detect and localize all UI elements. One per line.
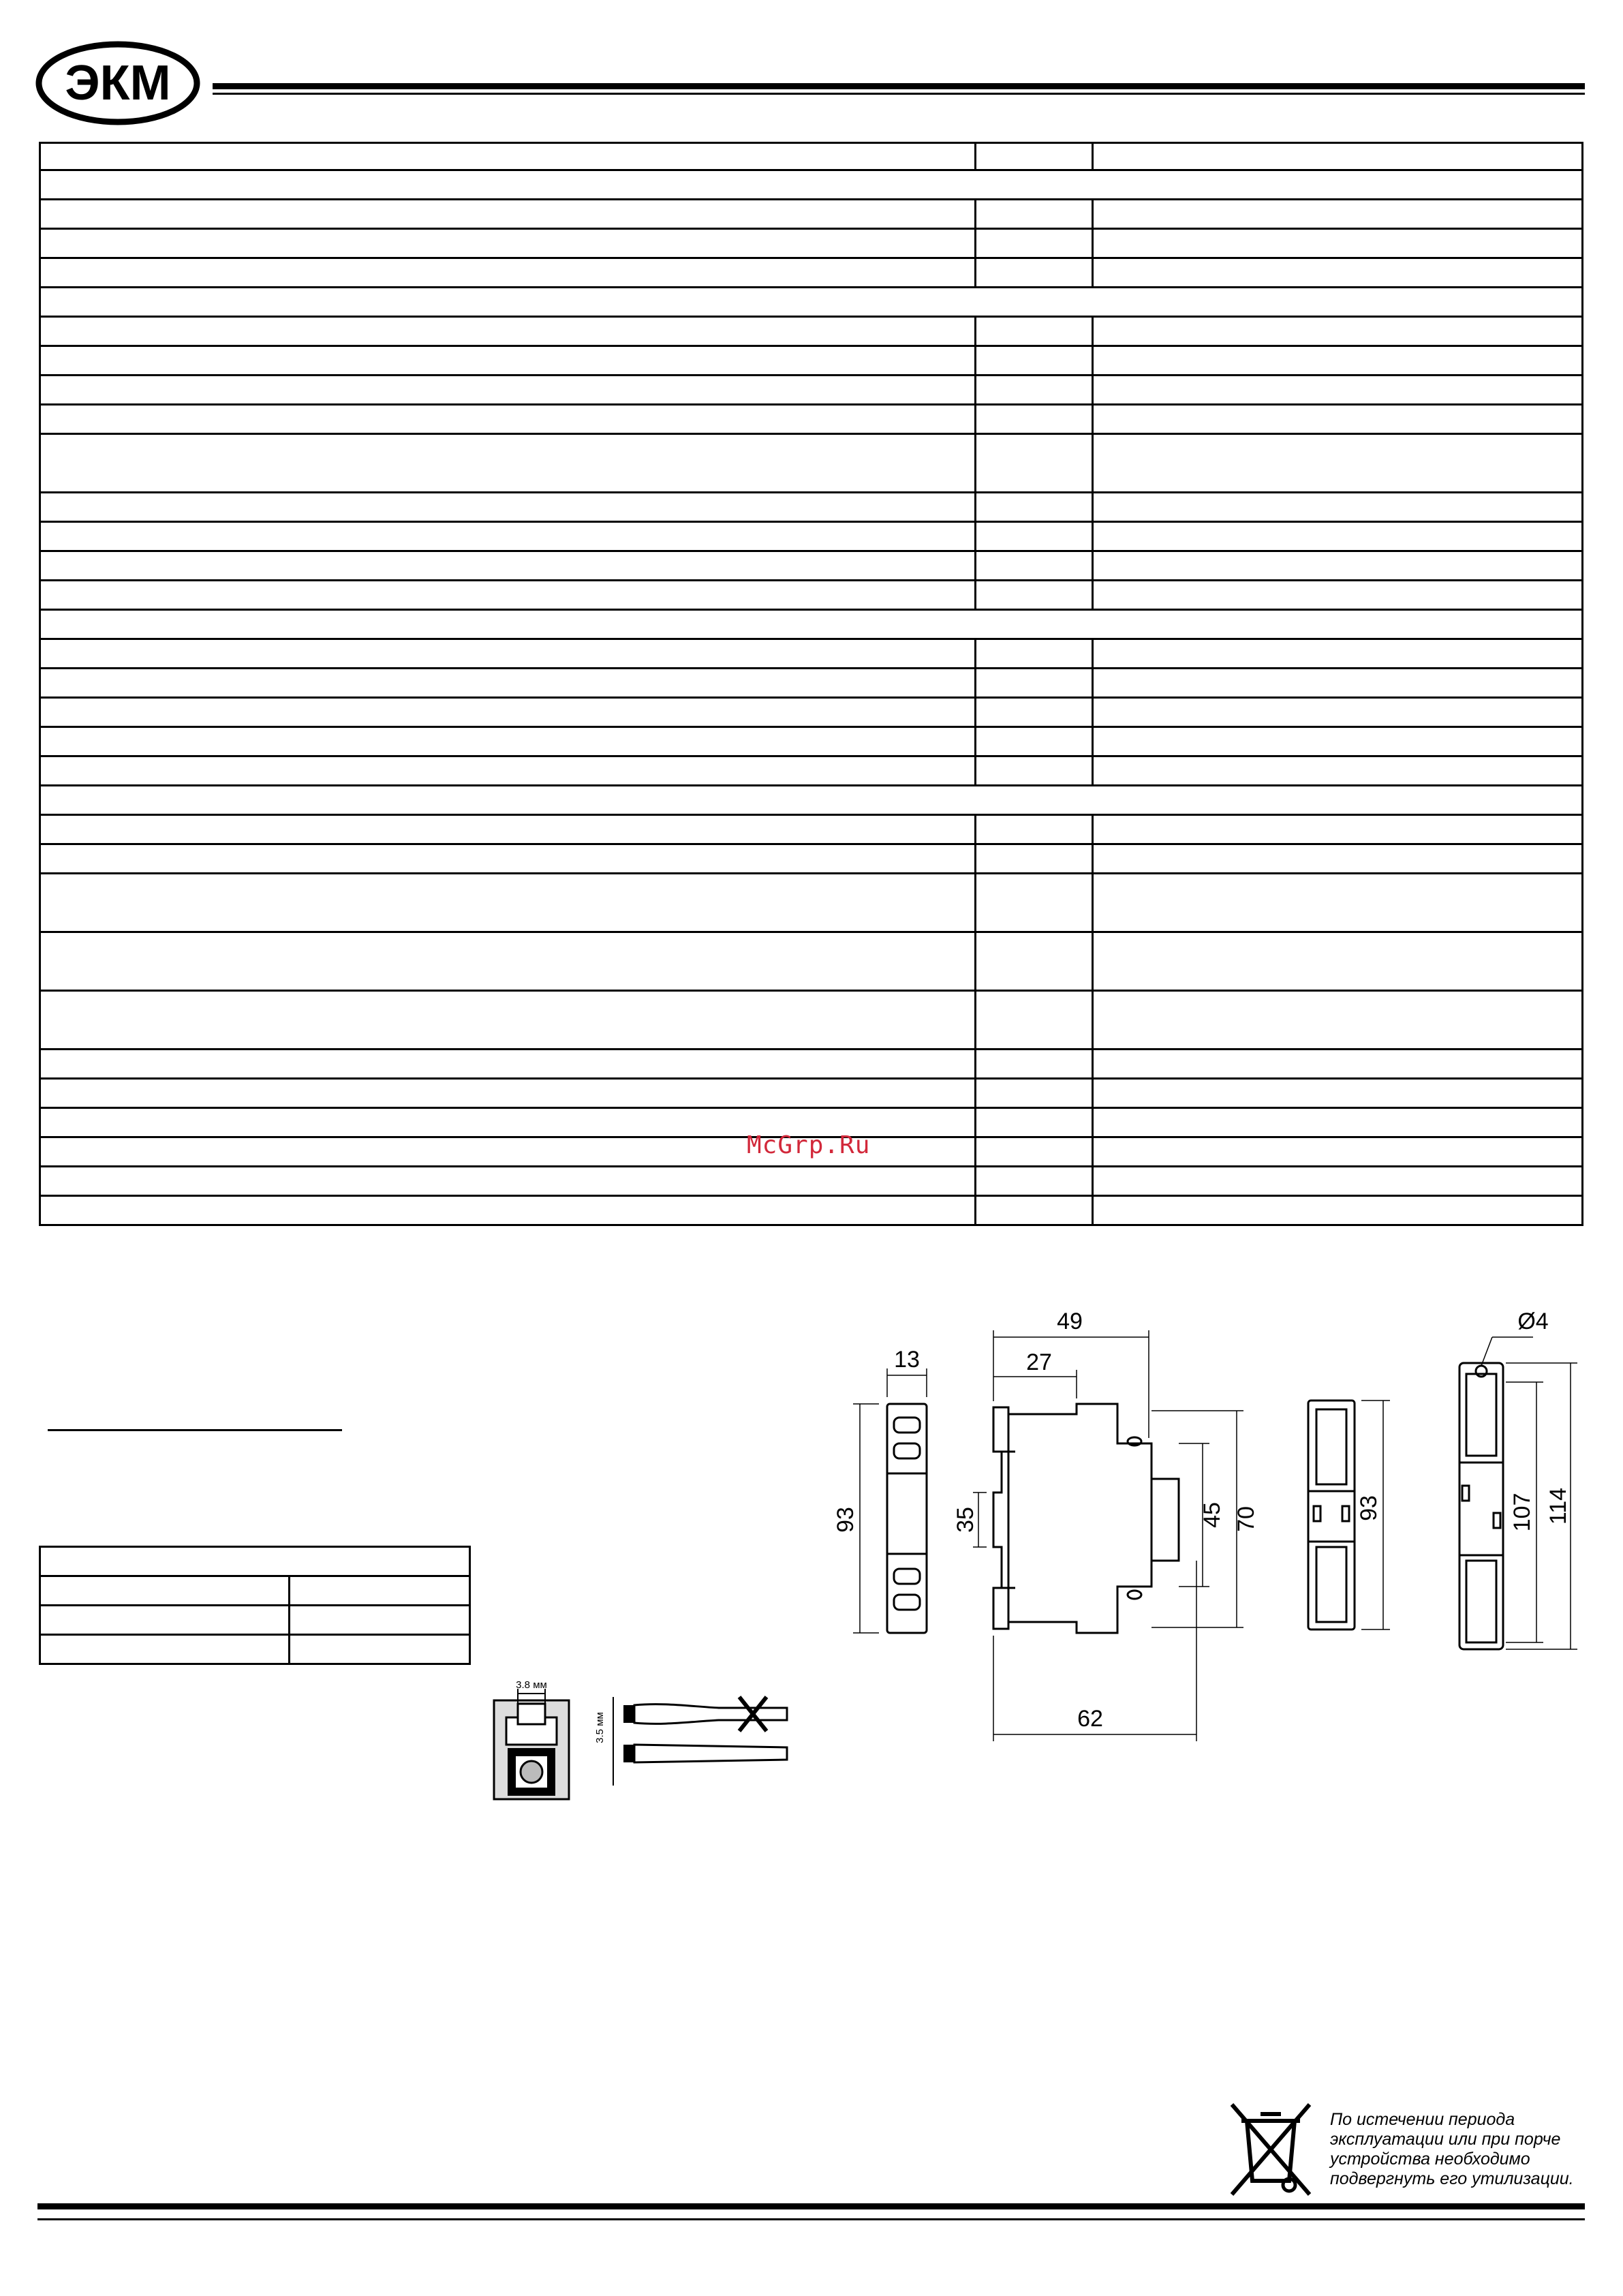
spec-unit-cell xyxy=(976,874,1093,932)
spec-param-cell xyxy=(40,434,976,493)
spec-value-cell xyxy=(1092,1137,1582,1167)
spec-value-cell xyxy=(1092,143,1582,170)
small-table-row xyxy=(40,1635,470,1664)
spec-param-cell xyxy=(40,258,976,288)
spec-value-cell xyxy=(1092,874,1582,932)
spec-value-cell xyxy=(1092,1167,1582,1196)
spec-value-cell xyxy=(1092,1196,1582,1225)
spec-unit-cell xyxy=(976,844,1093,874)
dim-93-top: 93 xyxy=(1356,1495,1382,1521)
spec-value-cell xyxy=(1092,434,1582,493)
dim-107: 107 xyxy=(1509,1493,1535,1532)
spec-unit-cell xyxy=(976,639,1093,669)
spec-unit-cell xyxy=(976,405,1093,434)
header-rule-thin xyxy=(213,93,1585,95)
spec-row xyxy=(40,258,1583,288)
spec-unit-cell xyxy=(976,434,1093,493)
spec-value-cell xyxy=(1092,581,1582,610)
spec-value-cell xyxy=(1092,346,1582,376)
spec-value-cell xyxy=(1092,522,1582,551)
spec-param-cell xyxy=(40,991,976,1050)
spec-value-cell xyxy=(1092,405,1582,434)
spec-param-cell xyxy=(40,581,976,610)
spec-row xyxy=(40,1196,1583,1225)
specification-table xyxy=(39,142,1583,1226)
spec-unit-cell xyxy=(976,200,1093,229)
spec-unit-cell xyxy=(976,669,1093,698)
spec-row xyxy=(40,874,1583,932)
spec-unit-cell xyxy=(976,1196,1093,1225)
rear-view xyxy=(1459,1363,1503,1649)
dim-27: 27 xyxy=(1026,1349,1052,1375)
spec-section-row xyxy=(40,170,1583,200)
spec-unit-cell xyxy=(976,346,1093,376)
disposal-note-line: подвергнуть его утилизации. xyxy=(1330,2169,1574,2188)
section-heading-underline xyxy=(48,1429,342,1431)
spec-section-cell xyxy=(40,610,1583,639)
spec-value-cell xyxy=(1092,844,1582,874)
spec-row xyxy=(40,200,1583,229)
dim-70: 70 xyxy=(1233,1506,1259,1532)
spec-value-cell xyxy=(1092,1079,1582,1108)
header-rule-thick xyxy=(213,83,1585,89)
spec-unit-cell xyxy=(976,522,1093,551)
spec-param-cell xyxy=(40,727,976,756)
dim-93-front: 93 xyxy=(833,1507,859,1533)
spec-param-cell xyxy=(40,405,976,434)
spec-row xyxy=(40,844,1583,874)
spec-row xyxy=(40,1079,1583,1108)
spec-param-cell xyxy=(40,639,976,669)
spec-param-cell xyxy=(40,1050,976,1079)
small-table xyxy=(39,1546,471,1665)
spec-row xyxy=(40,581,1583,610)
side-view xyxy=(993,1404,1179,1633)
spec-param-cell xyxy=(40,1167,976,1196)
dim-hole: Ø4 xyxy=(1517,1308,1549,1334)
spec-row xyxy=(40,932,1583,991)
dim-62: 62 xyxy=(1077,1706,1103,1732)
spec-section-cell xyxy=(40,288,1583,317)
spec-row xyxy=(40,229,1583,258)
front-view xyxy=(887,1404,927,1633)
dim-49: 49 xyxy=(1057,1308,1083,1334)
spec-unit-cell xyxy=(976,229,1093,258)
spec-unit-cell xyxy=(976,581,1093,610)
spec-unit-cell xyxy=(976,727,1093,756)
spec-param-cell xyxy=(40,551,976,581)
spec-param-cell xyxy=(40,815,976,844)
spec-value-cell xyxy=(1092,200,1582,229)
spec-value-cell xyxy=(1092,669,1582,698)
spec-param-cell xyxy=(40,1079,976,1108)
spec-param-cell xyxy=(40,522,976,551)
spec-param-cell xyxy=(40,143,976,170)
spec-row xyxy=(40,639,1583,669)
spec-value-cell xyxy=(1092,551,1582,581)
small-table-header-row xyxy=(40,1547,470,1576)
dim-35: 35 xyxy=(953,1507,978,1533)
small-table-row xyxy=(40,1576,470,1606)
spec-value-cell xyxy=(1092,756,1582,786)
dim-13: 13 xyxy=(894,1347,920,1373)
spec-row xyxy=(40,376,1583,405)
spec-row xyxy=(40,522,1583,551)
spec-section-row xyxy=(40,610,1583,639)
spec-row xyxy=(40,756,1583,786)
height-label: 3.5 мм xyxy=(594,1712,606,1743)
spec-value-cell xyxy=(1092,815,1582,844)
spec-unit-cell xyxy=(976,551,1093,581)
crossed-out-bin-icon xyxy=(1226,2100,1315,2199)
spec-value-cell xyxy=(1092,991,1582,1050)
logo-text: ЭКМ xyxy=(65,56,171,110)
spec-unit-cell xyxy=(976,698,1093,727)
spec-unit-cell xyxy=(976,932,1093,991)
spec-param-cell xyxy=(40,1196,976,1225)
spec-unit-cell xyxy=(976,1167,1093,1196)
spec-row xyxy=(40,991,1583,1050)
spec-value-cell xyxy=(1092,1108,1582,1137)
spec-row xyxy=(40,346,1583,376)
spec-row xyxy=(40,669,1583,698)
spec-unit-cell xyxy=(976,143,1093,170)
spec-unit-cell xyxy=(976,1137,1093,1167)
spec-unit-cell xyxy=(976,1079,1093,1108)
spec-param-cell xyxy=(40,493,976,522)
dim-45: 45 xyxy=(1199,1502,1225,1528)
spec-param-cell xyxy=(40,317,976,346)
width-label: 3.8 мм xyxy=(516,1679,547,1691)
spec-param-cell xyxy=(40,698,976,727)
spec-unit-cell xyxy=(976,317,1093,346)
spec-unit-cell xyxy=(976,1108,1093,1137)
spec-param-cell xyxy=(40,874,976,932)
spec-value-cell xyxy=(1092,493,1582,522)
spec-section-cell xyxy=(40,786,1583,815)
top-view xyxy=(1308,1400,1355,1629)
spec-param-cell xyxy=(40,376,976,405)
spec-unit-cell xyxy=(976,815,1093,844)
spec-param-cell xyxy=(40,932,976,991)
spec-row xyxy=(40,727,1583,756)
watermark: McGrp.Ru xyxy=(747,1131,871,1159)
company-logo xyxy=(35,41,201,125)
spec-section-cell xyxy=(40,170,1583,200)
spec-value-cell xyxy=(1092,932,1582,991)
spec-unit-cell xyxy=(976,493,1093,522)
footer-rule-thin xyxy=(37,2218,1585,2220)
disposal-note-line: По истечении периода xyxy=(1330,2110,1515,2129)
spec-value-cell xyxy=(1092,727,1582,756)
spec-row xyxy=(40,815,1583,844)
spec-unit-cell xyxy=(976,1050,1093,1079)
spec-value-cell xyxy=(1092,1050,1582,1079)
spec-row xyxy=(40,1050,1583,1079)
spec-param-cell xyxy=(40,229,976,258)
disposal-note-line: устройства необходимо xyxy=(1330,2149,1530,2169)
spec-row xyxy=(40,405,1583,434)
spec-value-cell xyxy=(1092,639,1582,669)
spec-value-cell xyxy=(1092,229,1582,258)
dim-114: 114 xyxy=(1545,1487,1571,1525)
spec-unit-cell xyxy=(976,756,1093,786)
spec-row xyxy=(40,317,1583,346)
disposal-note-line: эксплуатации или при порче xyxy=(1330,2130,1561,2149)
spec-unit-cell xyxy=(976,376,1093,405)
spec-value-cell xyxy=(1092,258,1582,288)
spec-unit-cell xyxy=(976,991,1093,1050)
spec-unit-cell xyxy=(976,258,1093,288)
screwdriver-diagram xyxy=(487,1677,794,1806)
small-table-row xyxy=(40,1606,470,1635)
spec-row xyxy=(40,551,1583,581)
spec-section-row xyxy=(40,786,1583,815)
dimension-drawing xyxy=(818,1295,1601,1745)
disposal-note xyxy=(1330,2110,1589,2189)
spec-param-cell xyxy=(40,200,976,229)
spec-value-cell xyxy=(1092,376,1582,405)
spec-param-cell xyxy=(40,669,976,698)
spec-row xyxy=(40,143,1583,170)
spec-row xyxy=(40,698,1583,727)
spec-param-cell xyxy=(40,346,976,376)
spec-row xyxy=(40,434,1583,493)
spec-value-cell xyxy=(1092,317,1582,346)
spec-param-cell xyxy=(40,844,976,874)
spec-row xyxy=(40,1167,1583,1196)
footer-rule-thick xyxy=(37,2203,1585,2209)
spec-row xyxy=(40,493,1583,522)
spec-value-cell xyxy=(1092,698,1582,727)
spec-param-cell xyxy=(40,756,976,786)
spec-section-row xyxy=(40,288,1583,317)
